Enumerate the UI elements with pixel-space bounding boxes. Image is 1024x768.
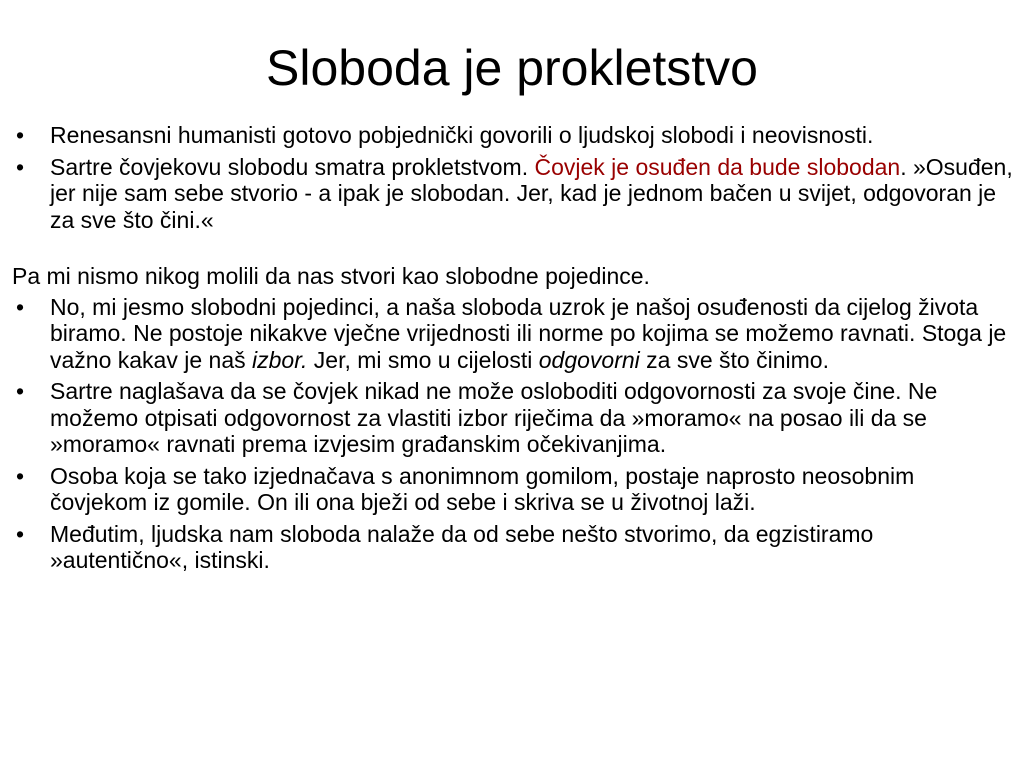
bullet-text: . »Osuđen, jer nije sam sebe stvorio - a ipak je slobodan. Jer, kad je jednom bačen u svijet, odgovoran je za sve što čini.«: [50, 153, 1013, 233]
italic-word: odgovorni: [538, 346, 640, 373]
list-item: [12, 294, 1016, 374]
list-item: [12, 521, 1016, 574]
highlighted-quote: Čovjek je osuđen da bude slobodan: [534, 153, 901, 180]
slide-body: [12, 122, 1016, 579]
bullet-text: za sve što činimo.: [639, 346, 829, 373]
bullet-icon: •: [16, 378, 25, 404]
italic-word: izbor.: [252, 346, 308, 373]
bullet-icon: •: [16, 293, 25, 320]
bullet-icon: •: [16, 520, 25, 547]
list-item: [12, 463, 1016, 516]
bullet-text: Sartre čovjekovu slobodu smatra prokletstvom.: [50, 153, 535, 180]
bullet-text: Renesansni humanisti gotovo pobjednički govorili o ljudskoj slobodi i neovisnosti.: [50, 122, 874, 148]
list-item: [12, 122, 1016, 149]
bullet-icon: •: [16, 122, 25, 148]
bullet-text: Jer, mi smo u cijelosti: [307, 346, 539, 373]
list-item: [12, 378, 1016, 458]
bullet-list-intro: [12, 122, 1016, 233]
bullet-icon: •: [16, 462, 25, 489]
bullet-icon: •: [16, 153, 25, 180]
bullet-list-main: [12, 294, 1016, 574]
bullet-text: Osoba koja se tako izjednačava s anonimnom gomilom, postaje naprosto neosobnim čovjekom iz gomile. On ili ona bježi od sebe i skriva se u životnoj laži.: [50, 462, 915, 515]
list-item: [12, 154, 1016, 234]
slide-title: Sloboda je prokletstvo: [266, 40, 758, 96]
bullet-text: No, mi jesmo slobodni pojedinci, a naša sloboda uzrok je našoj osuđenosti da cijelog života biramo. Ne postoje nikakve vječne vrijednosti ili norme po kojima se možemo ravnati. Stoga je važno kakav je naš: [50, 293, 1007, 373]
bullet-text: Sartre naglašava da se čovjek nikad ne može osloboditi odgovornosti za svoje čine. Ne možemo otpisati odgovornost za vlastiti izbor riječima da »moramo« na posao ili da se »moramo« ravnati prema izvjesim građanskim očekivanjima.: [50, 378, 938, 457]
paragraph: Pa mi nismo nikog molili da nas stvori kao slobodne pojedince.: [12, 263, 650, 289]
bullet-text: Međutim, ljudska nam sloboda nalaže da od sebe nešto stvorimo, da egzistiramo »autentično«, istinski.: [50, 520, 874, 573]
